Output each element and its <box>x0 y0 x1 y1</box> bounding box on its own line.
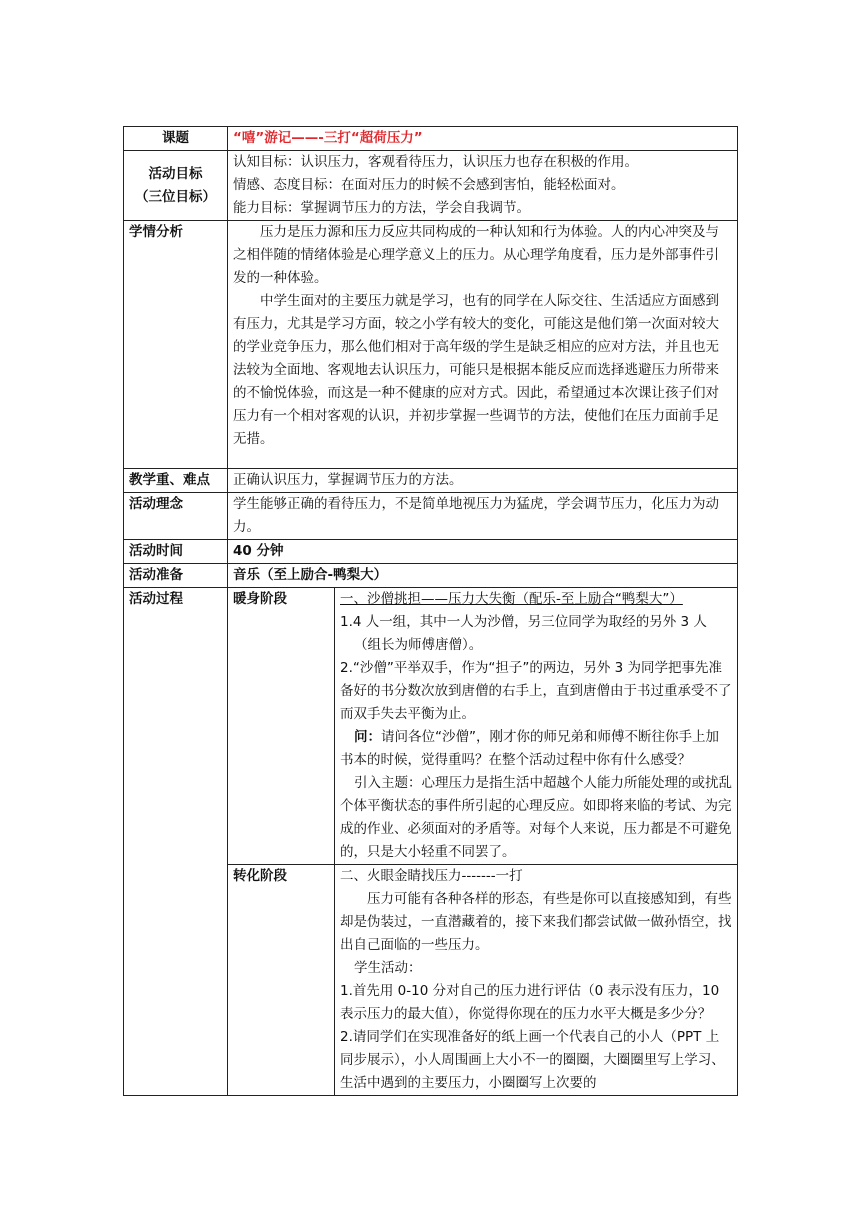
analysis-value <box>228 221 738 469</box>
goals-value <box>228 151 738 221</box>
title-value: “嘻”游记——-三打“超荷压力” <box>228 127 738 151</box>
stage-warmup-title: 一、沙僧挑担——压力大失衡（配乐-至上励合“鸭梨大”） <box>340 591 683 607</box>
stage-transition-title: 二、火眼金睛找压力-------一打 <box>340 868 523 884</box>
analysis-row <box>124 221 738 469</box>
goal-cognitive: 认知目标：认识压力，客观看待压力，认识压力也存在积极的作用。 <box>233 154 638 170</box>
stage-warmup-step1: 1.4 人一组，其中一人为沙僧，另三位同学为取经的另外 3 人（组长为师傅唐僧）。 <box>340 614 707 653</box>
goal-emotional: 情感、态度目标：在面对压力的时候不会感到害怕，能轻松面对。 <box>233 177 625 193</box>
concept-value: 学生能够正确的看待压力，不是简单地视压力为猛虎，学会调节压力，化压力为动力。 <box>228 493 738 540</box>
prep-label: 活动准备 <box>124 564 228 588</box>
stage-warmup-name: 暖身阶段 <box>228 588 335 865</box>
question-text: 请问各位“沙僧”，刚才你的师兄弟和师傅不断往你手上加书本的时候，觉得重吗？在整个活动过程中你有什么感受？ <box>340 729 719 768</box>
process-row-warmup <box>124 588 738 865</box>
stage-transition-content <box>335 865 738 1096</box>
title-row <box>124 127 738 151</box>
goals-label-line2: （三位目标） <box>135 188 216 205</box>
stage-transition-activity-label: 学生活动： <box>354 960 422 976</box>
stage-transition-desc: 压力可能有各种各样的形态，有些是你可以直接感知到，有些却是伪装过，一直潜藏着的，接下来我们都尝试做一做孙悟空，找出自己面临的一些压力。 <box>340 891 732 953</box>
time-row <box>124 540 738 564</box>
keypoints-value: 正确认识压力，掌握调节压力的方法。 <box>228 469 738 493</box>
process-label: 活动过程 <box>124 588 228 1096</box>
analysis-paragraph-2: 中学生面对的主要压力就是学习，也有的同学在人际交往、生活适应方面感到有压力，尤其是学习方面，较之小学有较大的变化，可能这是他们第一次面对较大的学业竞争压力，那么他们相对于高年级的学生是缺乏相应的应对方法，并且也无法较为全面地、客观地去认识压力，可能只是根据本能反应而选择逃避压力所带来的不愉悦体验，而这是一种不健康的应对方式。因此，希望通过本次课让孩子们对压力有一个相对客观的认识，并初步掌握一些调节的方法，使他们在压力面前手足无措。 <box>233 293 719 447</box>
goals-row <box>124 151 738 221</box>
time-label: 活动时间 <box>124 540 228 564</box>
concept-row <box>124 493 738 540</box>
stage-transition-step1: 1.首先用 0-10 分对自己的压力进行评估（0 表示没有压力，10 表示压力的最大值），你觉得你现在的压力水平大概是多少分？ <box>340 983 720 1022</box>
stage-transition-step2: 2.请同学们在实现准备好的纸上画一个代表自己的小人（PPT 上同步展示），小人周围画上大小不一的圈圈，大圈圈里写上学习、生活中遇到的主要压力，小圈圈写上次要的 <box>340 1029 725 1091</box>
keypoints-label: 教学重、难点 <box>124 469 228 493</box>
title-label: 课题 <box>124 127 228 151</box>
concept-label: 活动理念 <box>124 493 228 540</box>
analysis-paragraph-1: 压力是压力源和压力反应共同构成的一种认知和行为体验。人的内心冲突及与之相伴随的情绪体验是心理学意义上的压力。从心理学角度看，压力是外部事件引发的一种体验。 <box>233 224 719 286</box>
analysis-label: 学情分析 <box>124 221 228 469</box>
stage-warmup-question <box>340 726 732 772</box>
stage-transition-name: 转化阶段 <box>228 865 335 1096</box>
stage-warmup-content <box>335 588 738 865</box>
keypoints-row <box>124 469 738 493</box>
stage-warmup-intro: 引入主题：心理压力是指生活中超越个人能力所能处理的或扰乱个体平衡状态的事件所引起的心理反应。如即将来临的考试、为完成的作业、必须面对的矛盾等。对每个人来说，压力都是不可避免的，只是大小轻重不同罢了。 <box>340 775 732 860</box>
goals-label-line1: 活动目标 <box>148 165 203 182</box>
goal-ability: 能力目标：掌握调节压力的方法，学会自我调节。 <box>233 200 530 216</box>
time-value: 40 分钟 <box>228 540 738 564</box>
prep-value: 音乐（至上励合-鸭梨大） <box>228 564 738 588</box>
stage-warmup-step2: 2.“沙僧”平举双手，作为“担子”的两边，另外 3 为同学把事先准备好的书分数次放到唐僧的右手上，直到唐僧由于书过重承受不了而双手失去平衡为止。 <box>340 660 732 722</box>
lesson-plan-table <box>123 126 738 1096</box>
prep-row <box>124 564 738 588</box>
goals-label <box>124 151 228 221</box>
question-label: 问： <box>354 729 381 745</box>
